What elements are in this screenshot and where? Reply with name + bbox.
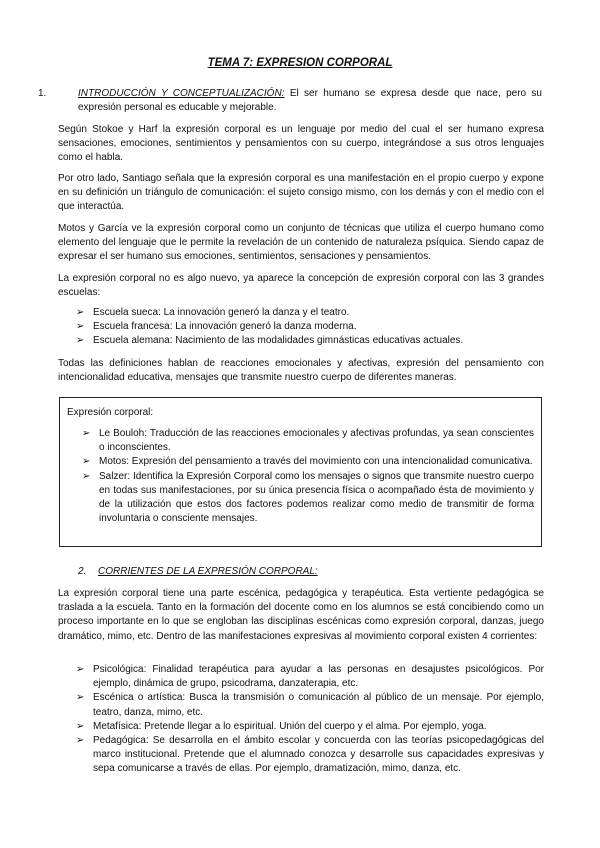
schools-list <box>76 306 544 349</box>
section-1-heading: INTRODUCCIÓN Y CONCEPTUALIZACIÓN: <box>78 88 285 99</box>
list-item: ➢ Le Bouloh: Traducción de las reacciones emocionales y afectivas profundas, ya sean conscientes o inconscientes. <box>82 428 534 454</box>
section-1-header <box>38 87 542 115</box>
box-list <box>82 427 534 526</box>
list-item: ➢ Escuela francesa: La innovación generó la danza moderna. <box>76 320 544 334</box>
section-1-number: 1. <box>38 88 47 99</box>
section-1-text: El ser humano se expresa desde que nace, pero su expresión personal es educable y mejorable. <box>78 88 542 114</box>
arrow-bullet-icon: ➢ <box>76 321 85 333</box>
list-item: ➢ Motos: Expresión del pensamiento a través del movimiento con una intencionalidad comunicativa. <box>82 455 534 469</box>
list-item: ➢ Metafísica: Pretende llegar a lo espiritual. Unión del cuerpo y el alma. Por ejemplo, yoga. <box>76 720 544 734</box>
list-item: ➢ Psicológica: Finalidad terapéutica para ayudar a las personas en desajustes psicológicos. Por ejemplo, dinámica de grupo, psicodrama, danzaterapia, etc. <box>76 664 544 690</box>
arrow-bullet-icon: ➢ <box>82 470 91 482</box>
paragraph-motos-garcia: Motos y García ve la expresión corporal como un conjunto de técnicas que utiliza el cuerpo humano como elemento del lenguaje que le permite la revelación de un contenido de naturaleza psíquica. Siendo capaz de expresar el ser humano sus emociones, sentimientos, sensaciones y pensamientos. <box>58 223 544 263</box>
arrow-bullet-icon: ➢ <box>76 720 85 732</box>
arrow-bullet-icon: ➢ <box>76 335 85 347</box>
section-2-heading: CORRIENTES DE LA EXPRESIÓN CORPORAL: <box>98 566 318 577</box>
section-2-number: 2. <box>78 566 87 577</box>
paragraph-definiciones: Todas las definiciones hablan de reacciones emocionales y afectivas, expresión del pensamiento con intencionalidad educativa, mensajes que transmite nuestro cuerpo de diferentes maneras. <box>58 358 544 384</box>
section-2-header <box>78 565 542 579</box>
list-item: ➢ Salzer: Identifica la Expresión Corporal como los mensajes o signos que transmite nuestro cuerpo en todas sus manifestaciones, por su única presencia física o acompañado ésta de movimiento y de la utilización que estos dos factores podemos realizar como medio de transmitir de forma involuntaria o consciente mensajes. <box>82 470 534 525</box>
paragraph-escuelas-intro: La expresión corporal no es algo nuevo, ya aparece la concepción de expresión corporal con las 3 grandes escuelas: <box>58 273 544 299</box>
arrow-bullet-icon: ➢ <box>82 456 91 468</box>
list-item: ➢ Escuela alemana: Nacimiento de las modalidades gimnásticas educativas actuales. <box>76 334 544 348</box>
document-title: TEMA 7: EXPRESION CORPORAL <box>207 57 393 69</box>
arrow-bullet-icon: ➢ <box>76 692 85 704</box>
list-item: ➢ Escénica o artística: Busca la transmisión o comunicación al público de un mensaje. Por ejemplo, teatro, danza, mimo, etc. <box>76 692 544 718</box>
arrow-bullet-icon: ➢ <box>76 664 85 675</box>
arrow-bullet-icon: ➢ <box>76 735 85 747</box>
box-title: Expresión corporal: <box>67 407 154 418</box>
definitions-box <box>59 397 542 547</box>
arrow-bullet-icon: ➢ <box>76 307 85 318</box>
paragraph-santiago: Por otro lado, Santiago señala que la expresión corporal es una manifestación en el propio cuerpo y expone en su definición un triángulo de comunicación: el sujeto consigo mismo, con los demás y con el medio con el que interactúa. <box>58 173 544 213</box>
corrientes-list <box>76 663 544 777</box>
paragraph-corrientes: La expresión corporal tiene una parte escénica, pedagógica y terapéutica. Esta vertiente pedagógica se traslada a la escuela. Tanto en la formación del docente como en los alumnos se está concibiendo como un proceso importante en lo que se engloban las disciplinas escénicas como expresión corporal, danzas, juego dramático, mimo, etc. Dentro de las manifestaciones expresivas al movimiento corporal existen 4 corrientes: <box>58 588 544 642</box>
paragraph-stokoe: Según Stokoe y Harf la expresión corporal es un lenguaje por medio del cual el ser humano expresa sensaciones, emociones, sentimientos y pensamientos con su cuerpo, integrándose a sus otros lenguajes como el habla. <box>58 124 544 164</box>
list-item: ➢ Escuela sueca: La innovación generó la danza y el teatro. <box>76 306 544 320</box>
arrow-bullet-icon: ➢ <box>82 428 91 439</box>
list-item: ➢ Pedagógica: Se desarrolla en el ámbito escolar y concuerda con las teorías psicopedagógicas del marco institucional. Pretende que el alumnado conozca y desarrolle sus capacidades expresivas y sepa comunicarse a través de ellas. Por ejemplo, dramatización, mimo, danza, etc. <box>76 735 544 775</box>
